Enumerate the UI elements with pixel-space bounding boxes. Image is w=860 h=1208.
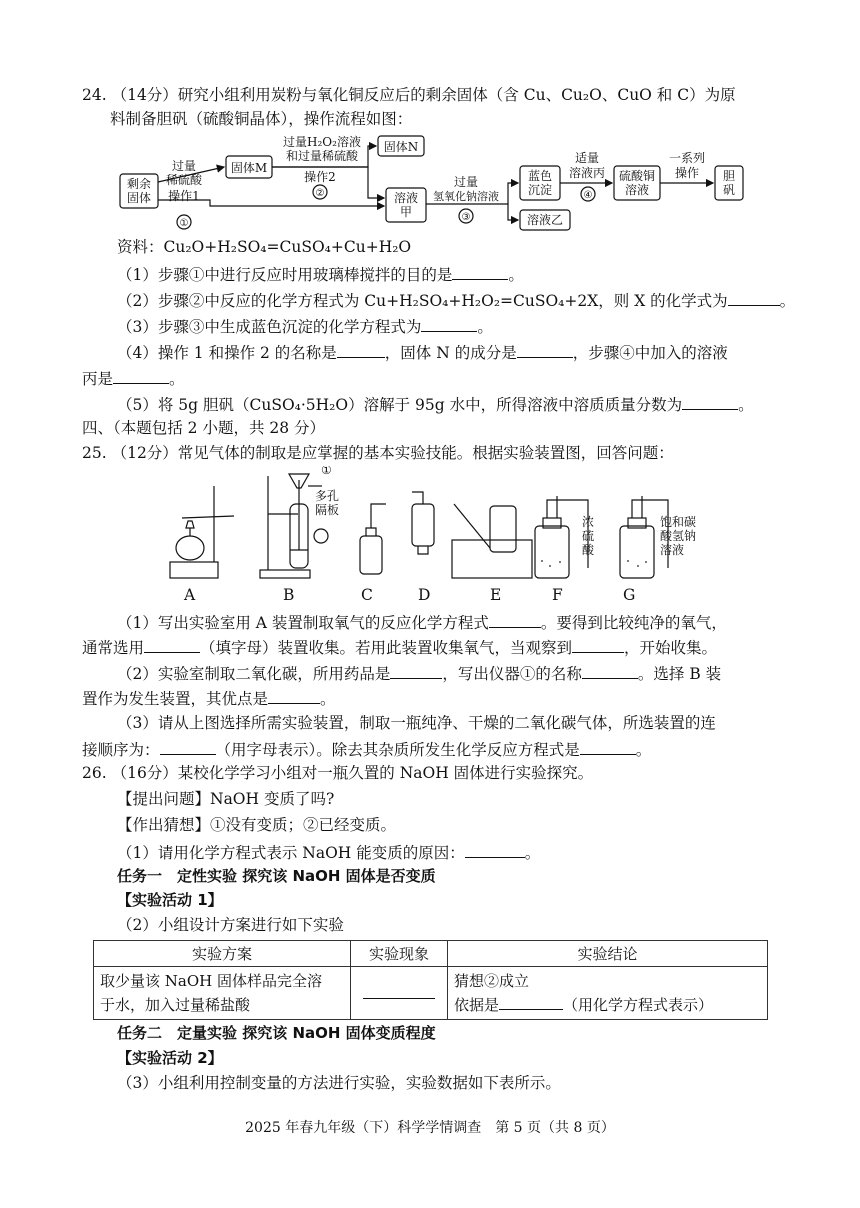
q26-line1: 26. （16分）某校化学学习小组对一瓶久置的 NaOH 固体进行实验探究。 — [82, 764, 594, 782]
q25-s1-cont — [82, 635, 717, 659]
label-b: B — [283, 586, 295, 604]
g-text-2: 酸氢钠 — [660, 529, 697, 543]
q24-s2: （2）步骤②中反应的化学方程式为 Cu+H₂SO₄+H₂O₂=CuSO₄+2X，则 X 的化学式为 。 — [117, 288, 795, 312]
answer-blank[interactable] — [363, 984, 435, 999]
answer-blank[interactable] — [728, 288, 780, 306]
q24-s4a-text: （4）操作 1 和操作 2 的名称是 — [117, 344, 337, 362]
answer-blank[interactable] — [421, 314, 477, 332]
answer-blank[interactable] — [268, 686, 320, 704]
flowchart-diagram — [110, 134, 750, 234]
g-text-3: 溶液 — [660, 543, 685, 557]
answer-blank[interactable] — [499, 994, 563, 1010]
q24-s4 — [117, 340, 728, 364]
q24-s2-text: （2）步骤②中反应的化学方程式为 Cu+H₂SO₄+H₂O₂=CuSO₄+2X，则 X 的化学式为 — [117, 292, 728, 310]
header-conclusion: 实验结论 — [448, 941, 768, 967]
q25-s2c-text: 。选择 B 装 — [637, 665, 722, 683]
arrow5-top-2: 操作 — [674, 166, 700, 180]
answer-blank[interactable] — [489, 610, 541, 628]
residue-text-2: 固体 — [126, 191, 152, 205]
q25-s1a-text: （1）写出实验室用 A 装置制取氧气的反应化学方程式 — [117, 614, 489, 632]
conclusion-line-2 — [454, 993, 761, 1017]
solution-a-text-2: 甲 — [399, 205, 413, 219]
arrow1-top-1: 过量 — [171, 159, 197, 173]
residue-text-1: 剩余 — [126, 177, 152, 191]
porous-label-1: 多孔 — [315, 489, 340, 503]
porous-label-2: 隔板 — [315, 503, 340, 517]
experiment-table — [93, 940, 768, 1020]
circle-3-number: ③ — [461, 212, 471, 223]
arrow3-mid: 氢氧化钠溶液 — [433, 190, 499, 203]
blue-precipitate-text-1: 蓝色 — [527, 169, 553, 183]
circle-4-number: ④ — [583, 190, 593, 201]
task2-heading: 任务二 定量实验 探究该 NaOH 固体变质程度 — [117, 1024, 436, 1042]
answer-blank[interactable] — [160, 737, 216, 755]
answer-blank[interactable] — [113, 366, 169, 384]
solution-a-text-1: 溶液 — [393, 191, 419, 205]
answer-blank[interactable] — [337, 340, 385, 358]
solid-n-label: 固体N — [383, 140, 419, 154]
q24-s1: （1）步骤①中进行反应时用玻璃棒搅拌的目的是 。 — [117, 262, 524, 286]
q24-line1: 24. （14分）研究小组利用炭粉与氧化铜反应后的剩余固体（含 Cu、Cu₂O、CuO 和 C）为原 — [82, 86, 736, 104]
q25-s2d-text: 置作为发生装置，其优点是 — [82, 690, 269, 708]
q24-s4c-text: ，步骤④中加入的溶液 — [572, 344, 728, 362]
arrow4-top-2: 溶液丙 — [568, 166, 606, 180]
q26-s2: （2）小组设计方案进行如下实验 — [117, 916, 344, 934]
q25-s3b-text: 接顺序为： — [82, 741, 160, 759]
q25-s1 — [117, 610, 727, 634]
g-text-1: 饱和碳 — [660, 515, 697, 529]
q25-s1b-text: 。要得到比较纯净的氧气， — [540, 614, 727, 632]
answer-blank[interactable] — [582, 661, 638, 679]
q25-s1e-text: ，开始收集。 — [624, 639, 718, 657]
cuso4-text-1: 硫酸铜 — [618, 169, 656, 183]
apparatus-a-base — [170, 562, 218, 578]
alum-text-2: 矾 — [722, 183, 736, 197]
conclusion-hint-text: （用化学方程式表示） — [563, 996, 714, 1014]
table-row — [94, 967, 768, 1020]
arrow2-top-1: 过量H₂O₂溶液 — [283, 135, 361, 149]
plan-line-1: 取少量该 NaOH 固体样品完全溶 — [100, 972, 322, 990]
q25-s1c-text: 通常选用 — [82, 639, 145, 657]
table-header-row — [94, 941, 768, 967]
arrow2-bottom: 操作2 — [304, 170, 336, 184]
arrow1-top-2: 稀硫酸 — [165, 173, 203, 187]
q25-s3-cont: 接顺序为： （用字母表示）。除去其杂质所发生化学反应方程式是 。 — [82, 737, 651, 761]
header-plan: 实验方案 — [94, 941, 351, 967]
q26-guess: 【作出猜想】①没有变质；②已经变质。 — [117, 816, 397, 834]
section-4-heading: 四、（本题包括 2 小题，共 28 分） — [82, 419, 326, 437]
page-footer: 2025 年春九年级（下）科学学情调查 第 5 页（共 8 页） — [245, 1120, 615, 1136]
f-text-3: 酸 — [582, 543, 595, 557]
conclusion-line-1: 猜想②成立 — [454, 972, 530, 990]
q25-s2a-text: （2）实验室制取二氧化碳，所用药品是 — [117, 665, 391, 683]
q25-s3: （3）请从上图选择所需实验装置，制取一瓶纯净、干燥的二氧化碳气体，所选装置的连 — [117, 714, 716, 732]
q24-s4-cont: 丙是 。 — [82, 366, 185, 390]
arrow3-top: 过量 — [453, 175, 479, 189]
cuso4-text-2: 溶液 — [624, 183, 650, 197]
header-phenomenon: 实验现象 — [351, 941, 448, 967]
q24-s4d-text: 丙是 — [82, 370, 114, 388]
arrow2-top-2: 和过量稀硫酸 — [285, 149, 359, 163]
q25-s3c-text: （用字母表示）。除去其杂质所发生化学反应方程式是 — [215, 741, 580, 759]
q26-s1: （1）请用化学方程式表示 NaOH 能变质的原因： 。 — [117, 840, 540, 864]
q26-s1-text: （1）请用化学方程式表示 NaOH 能变质的原因： — [117, 844, 465, 862]
q24-s4b-text: ，固体 N 的成分是 — [384, 344, 517, 362]
plan-line-2: 于水，加入过量稀盐酸 — [100, 996, 251, 1014]
task1-heading: 任务一 定性实验 探究该 NaOH 固体是否变质 — [117, 867, 436, 885]
arrow1-bottom: 操作1 — [168, 189, 200, 203]
q26-s3: （3）小组利用控制变量的方法进行实验，实验数据如下表所示。 — [117, 1074, 561, 1092]
answer-blank[interactable] — [572, 635, 624, 653]
q24-info: 资料：Cu₂O+H₂SO₄=CuSO₄+Cu+H₂O — [117, 238, 412, 256]
answer-blank[interactable] — [144, 635, 200, 653]
plan-cell — [94, 967, 351, 1020]
q25-s2b-text: ，写出仪器①的名称 — [442, 665, 582, 683]
label-f: F — [552, 586, 563, 604]
label-c: C — [361, 586, 373, 604]
conclusion-basis-text: 依据是 — [454, 996, 500, 1014]
label-g: G — [623, 586, 636, 604]
answer-blank[interactable] — [452, 262, 508, 280]
activity2-heading: 【实验活动 2】 — [117, 1049, 223, 1067]
circle-1-number: ① — [179, 218, 189, 229]
q24-s3: （3）步骤③中生成蓝色沉淀的化学方程式为 。 — [117, 314, 493, 338]
q24-s1-text: （1）步骤①中进行反应时用玻璃棒搅拌的目的是 — [117, 266, 453, 284]
q24-s3-text: （3）步骤③中生成蓝色沉淀的化学方程式为 — [117, 318, 422, 336]
answer-blank[interactable] — [390, 661, 442, 679]
q25-s1d-text: （填字母）装置收集。若用此装置收集氧气，当观察到 — [200, 639, 573, 657]
q25-s2-cont: 置作为发生装置，其优点是 。 — [82, 686, 336, 710]
conclusion-cell — [448, 967, 768, 1020]
arrow5-top-1: 一系列 — [668, 151, 706, 165]
q26-ask: 【提出问题】NaOH 变质了吗? — [117, 790, 335, 808]
arrow4-top-1: 适量 — [574, 151, 600, 165]
alum-text-1: 胆 — [722, 169, 736, 183]
label-e: E — [490, 586, 502, 604]
instrument-1-number: ① — [321, 466, 332, 477]
q24-line2: 料制备胆矾（硫酸铜晶体），操作流程如图： — [110, 110, 413, 128]
answer-blank[interactable] — [465, 840, 525, 858]
f-text-2: 硫 — [582, 529, 595, 543]
q24-s5-text: （5）将 5g 胆矾（CuSO₄·5H₂O）溶解于 95g 水中，所得溶液中溶质质量分数为 — [117, 396, 683, 414]
answer-blank[interactable] — [682, 392, 738, 410]
answer-blank[interactable] — [580, 737, 636, 755]
q24-s5: （5）将 5g 胆矾（CuSO₄·5H₂O）溶解于 95g 水中，所得溶液中溶质质量分数为 。 — [117, 392, 754, 416]
activity1-heading: 【实验活动 1】 — [117, 891, 223, 909]
q25-line1: 25. （12分）常见气体的制取是应掌握的基本实验技能。根据实验装置图，回答问题： — [82, 444, 674, 462]
circle-2-number: ② — [315, 188, 325, 199]
f-text-1: 浓 — [582, 515, 595, 529]
label-a: A — [184, 586, 196, 604]
solid-m-label: 固体M — [230, 161, 268, 175]
answer-blank[interactable] — [517, 340, 573, 358]
solution-b-label: 溶液乙 — [526, 213, 564, 227]
q25-s2 — [117, 661, 721, 685]
apparatus-diagram — [150, 466, 710, 586]
blue-precipitate-text-2: 沉淀 — [527, 183, 553, 197]
phenomenon-cell — [351, 967, 448, 1020]
label-d: D — [418, 586, 431, 604]
